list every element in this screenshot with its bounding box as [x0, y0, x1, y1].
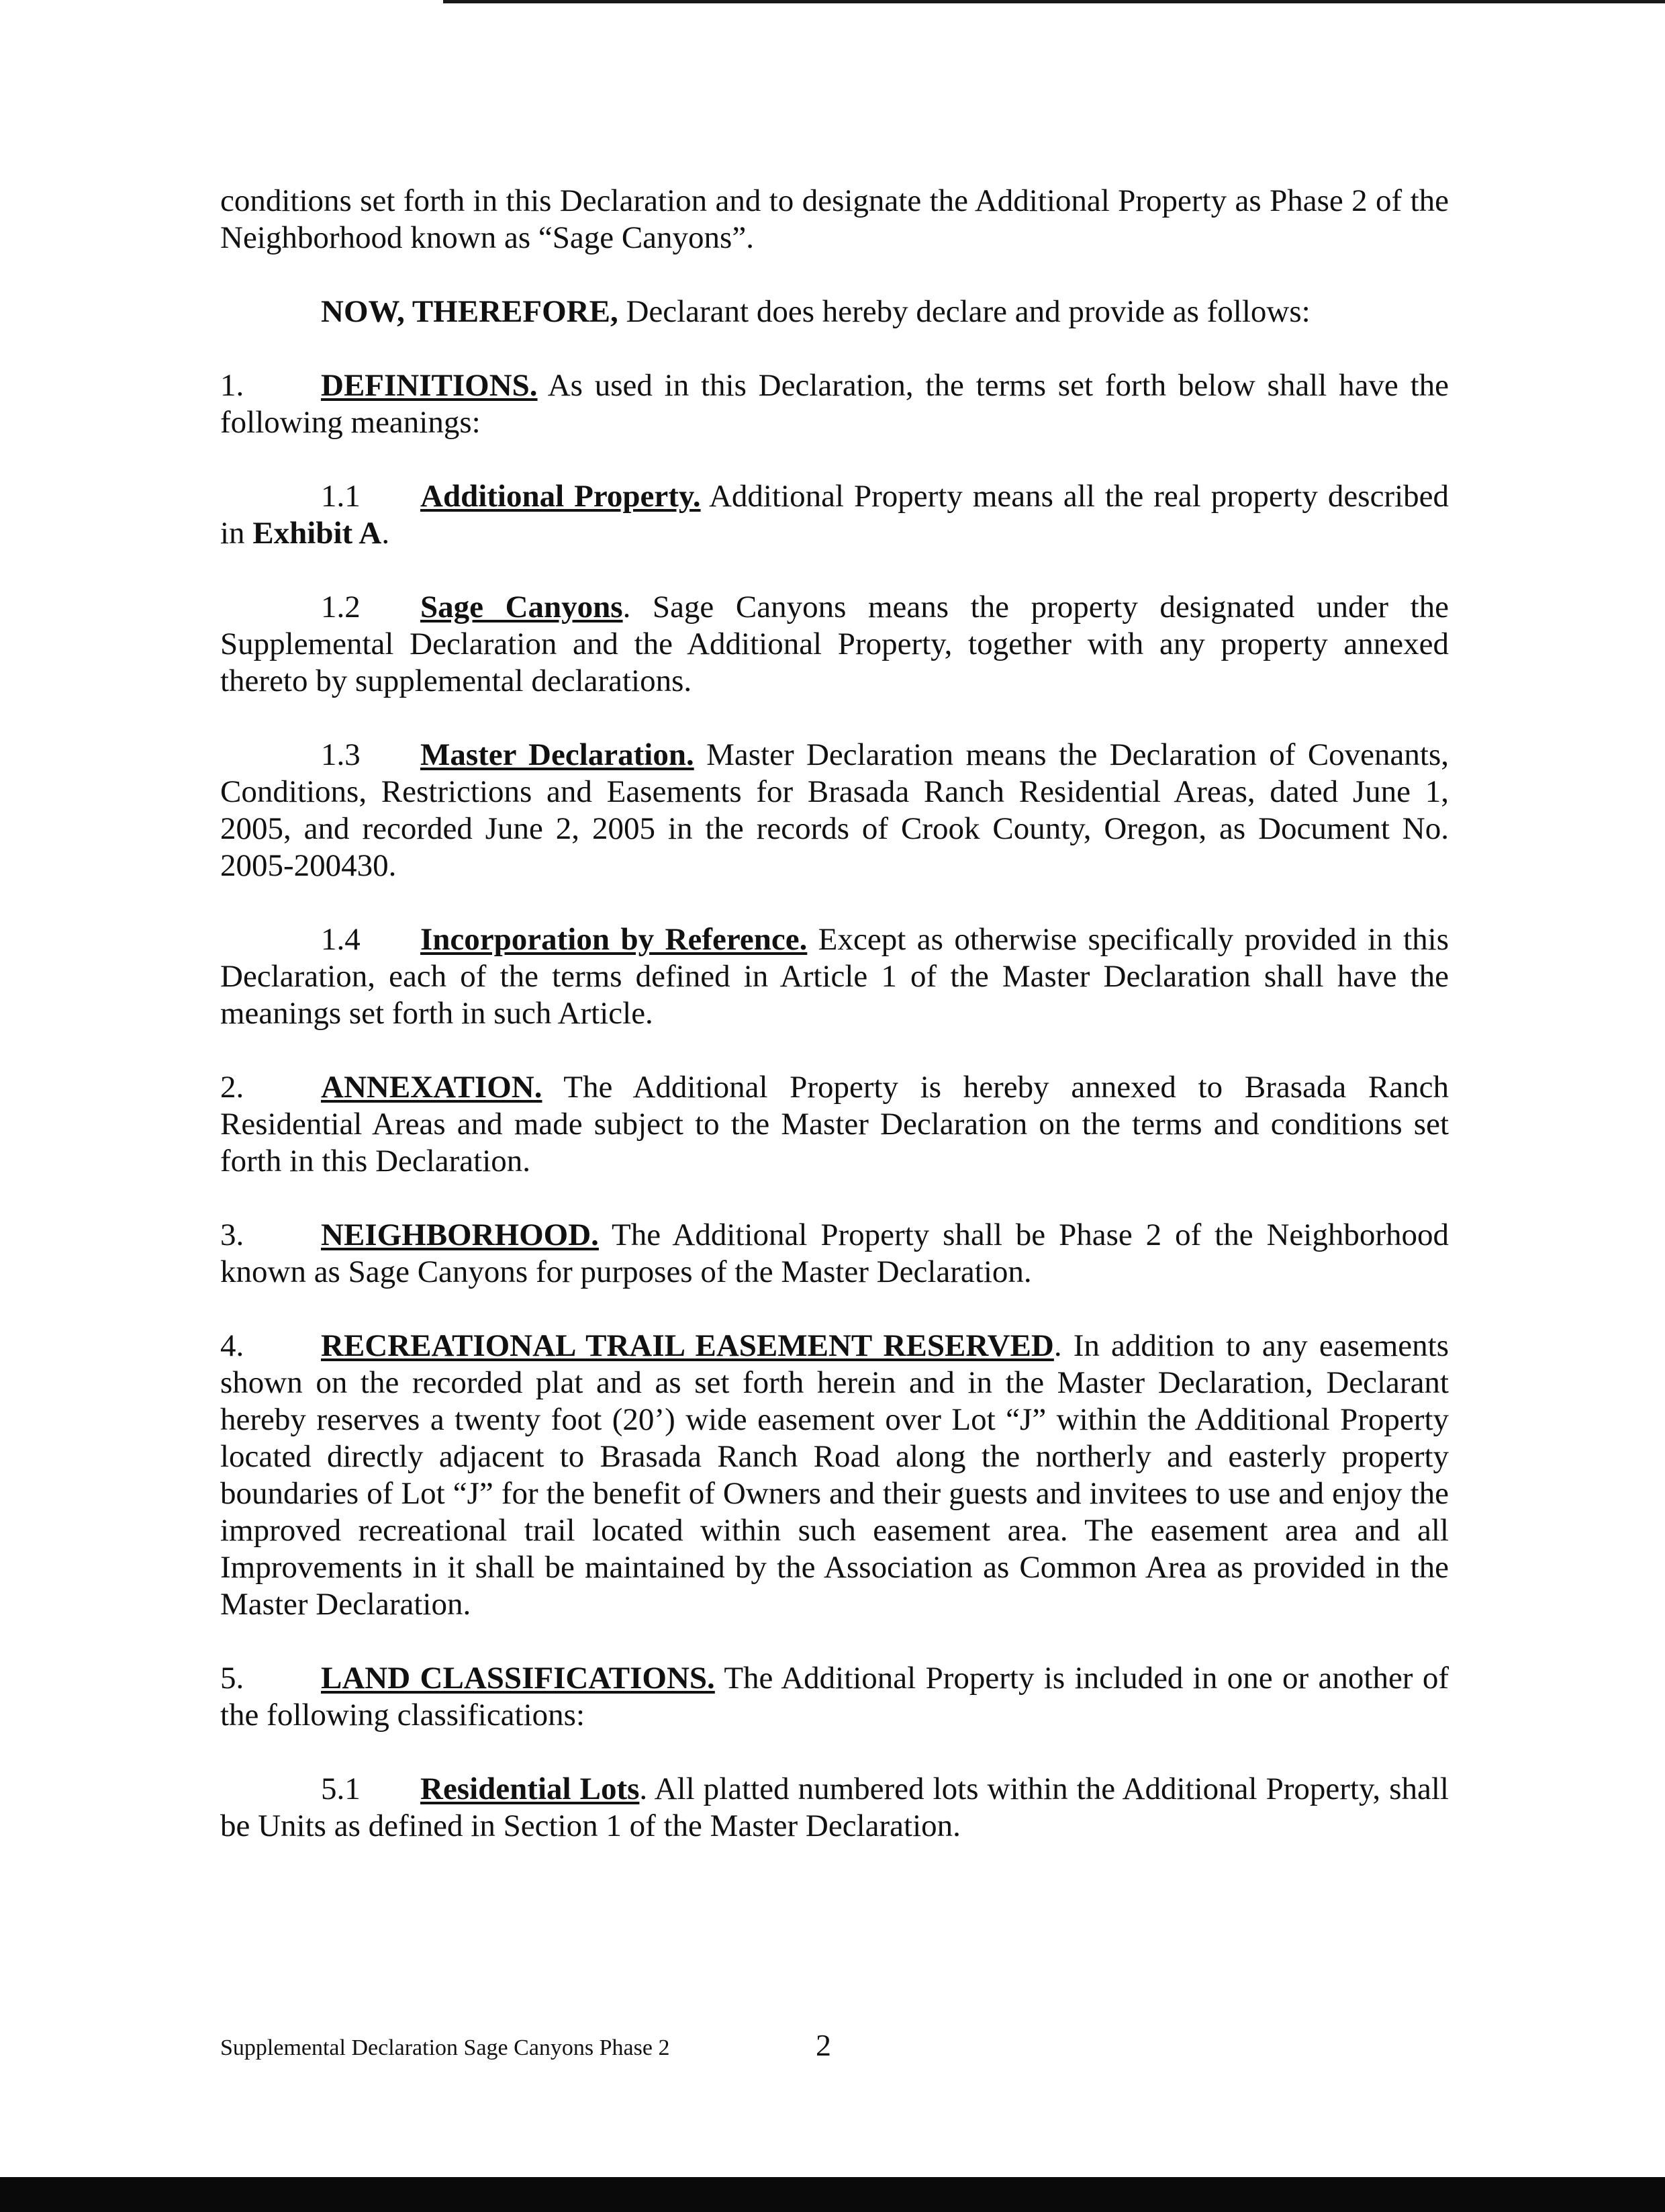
subsection-text: Except as otherwise specifically provided in this Declaration, each of the terms defined in Article 1 of the Master Declaration shall have the meanings set forth in such Article.: [220, 922, 1449, 1031]
section-heading: RECREATIONAL TRAIL EASEMENT RESERVED: [321, 1328, 1054, 1363]
section-5: [220, 1660, 1449, 1734]
subsection-1-4: [220, 921, 1449, 1032]
section-heading: DEFINITIONS.: [321, 368, 538, 403]
section-3: [220, 1217, 1449, 1291]
subsection-text: . Sage Canyons means the property designated under the Supplemental Declaration and the Additional Property, together with any property annexed thereto by supplemental declarations.: [220, 590, 1449, 698]
subsection-number: 1.4: [321, 922, 361, 957]
subsection-heading: Residential Lots: [420, 1771, 640, 1806]
now-therefore-text: Declarant does hereby declare and provide as follows:: [618, 294, 1311, 329]
now-therefore-lead: NOW, THEREFORE,: [321, 294, 618, 329]
subsection-text: . All platted numbered lots within the Additional Property, shall be Units as defined in Section 1 of the Master Declaration.: [220, 1771, 1449, 1843]
subsection-1-2: [220, 589, 1449, 700]
scan-top-rule: [443, 0, 1665, 3]
subsection-heading: Additional Property.: [420, 479, 701, 514]
section-number: 2.: [220, 1070, 244, 1105]
section-text: The Additional Property is included in one or another of the following classifications:: [220, 1661, 1449, 1733]
subsection-5-1: [220, 1771, 1449, 1845]
subsection-number: 1.2: [321, 590, 361, 625]
subsection-text: Additional Property means all the real property described in: [220, 479, 1449, 551]
subsection-heading: Master Declaration.: [420, 737, 694, 772]
subsection-text: Master Declaration means the Declaration of Covenants, Conditions, Restrictions and Easements for Brasada Ranch Residential Areas, dated June 1, 2005, and recorded June 2, 2005 in the records of Crook County, Oregon, as Document No. 2005-200430.: [220, 737, 1449, 883]
section-heading: ANNEXATION.: [321, 1070, 542, 1105]
section-number: 1.: [220, 368, 244, 403]
subsection-1-1: [220, 478, 1449, 552]
intro-text: conditions set forth in this Declaration and to designate the Additional Property as Phase 2 of the Neighborhood known as “Sage Canyons”.: [220, 183, 1449, 255]
section-text: The Additional Property is hereby annexed to Brasada Ranch Residential Areas and made subject to the Master Declaration on the terms and conditions set forth in this Declaration.: [220, 1070, 1449, 1179]
subsection-heading: Incorporation by Reference.: [420, 922, 808, 957]
intro-paragraph: [220, 183, 1449, 257]
page-footer: [220, 2028, 1026, 2062]
section-text: The Additional Property shall be Phase 2 of the Neighborhood known as Sage Canyons for purposes of the Master Declaration.: [220, 1217, 1449, 1289]
document-body: [220, 183, 1449, 1845]
section-number: 3.: [220, 1217, 244, 1252]
page-number: 2: [816, 2028, 831, 2062]
section-heading: LAND CLASSIFICATIONS.: [321, 1661, 715, 1696]
section-text: . In addition to any easements shown on the recorded plat and as set forth herein and in the Master Declaration, Declarant hereby reserves a twenty foot (20’) wide easement over Lot “J” within the Additional Property located directly adjacent to Brasada Ranch Road along the northerly and easterly property boundaries of Lot “J” for the benefit of Owners and their guests and invitees to use and enjoy the improved recreational trail located within such easement area. The easement area and all Improvements in it shall be maintained by the Association as Common Area as provided in the Master Declaration.: [220, 1328, 1449, 1622]
subsection-number: 1.3: [321, 737, 361, 772]
section-2: [220, 1069, 1449, 1180]
section-4: [220, 1328, 1449, 1623]
section-1: [220, 367, 1449, 441]
section-heading: NEIGHBORHOOD.: [321, 1217, 599, 1252]
footer-title: Supplemental Declaration Sage Canyons Phase 2: [220, 2035, 670, 2060]
section-number: 4.: [220, 1328, 244, 1363]
scan-bottom-edge: [0, 2177, 1665, 2212]
subsection-tail: .: [381, 516, 390, 551]
subsection-number: 5.1: [321, 1771, 361, 1806]
exhibit-reference: Exhibit A: [252, 516, 382, 551]
section-number: 5.: [220, 1661, 244, 1696]
subsection-heading: Sage Canyons: [420, 590, 623, 625]
now-therefore-paragraph: [220, 293, 1449, 330]
section-text: As used in this Declaration, the terms set forth below shall have the following meanings:: [220, 368, 1449, 440]
subsection-number: 1.1: [321, 479, 361, 514]
subsection-1-3: [220, 737, 1449, 884]
